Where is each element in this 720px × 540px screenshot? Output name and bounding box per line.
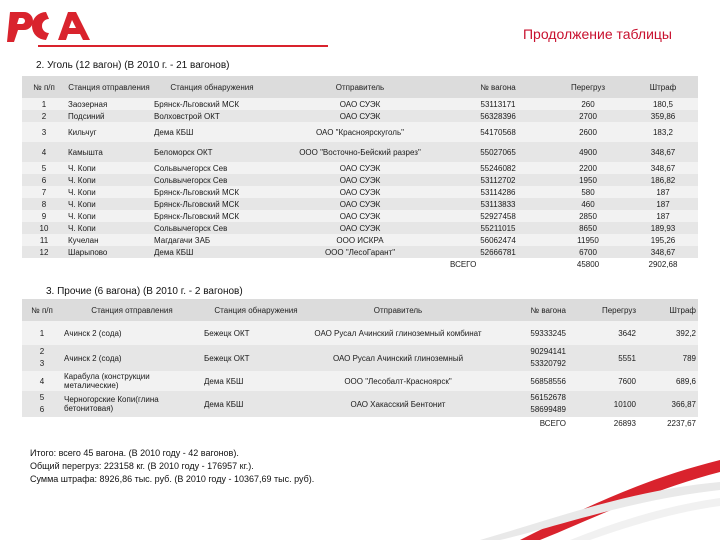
table-cell-sender: ОАО СУЭК bbox=[339, 223, 381, 233]
table-cell-detection: Беломорск ОКТ bbox=[154, 147, 213, 157]
table-cell-detection: Брянск-Льговский МСК bbox=[154, 99, 240, 109]
table-cell-departure: Ачинск 2 (сода) bbox=[64, 353, 122, 363]
table-cell-overload: 11950 bbox=[577, 235, 599, 245]
table-row bbox=[22, 371, 698, 391]
table-row bbox=[22, 142, 698, 162]
table-cell-overload: 580 bbox=[581, 187, 595, 197]
table-cell-overload: 4900 bbox=[579, 147, 597, 157]
table-cell-overload: 7600 bbox=[618, 376, 636, 386]
table-cell-overload: 2200 bbox=[579, 163, 597, 173]
table-cell-fine: 359,86 bbox=[650, 111, 676, 121]
table-header-row bbox=[22, 76, 698, 98]
table-cell-fine: 689,6 bbox=[675, 376, 696, 386]
table-cell-wagon: 55211015 bbox=[480, 223, 516, 233]
section3-title: 3. Прочие (6 вагона) (В 2010 г. - 2 вагонов) bbox=[46, 286, 243, 297]
table-row bbox=[22, 198, 698, 210]
table-cell-overload: 1950 bbox=[579, 175, 597, 185]
table-cell-departure: Ч. Копи bbox=[68, 199, 96, 209]
total-overload: 26893 bbox=[568, 417, 638, 429]
rzd-logo bbox=[6, 6, 102, 46]
total-label-spacer bbox=[22, 258, 448, 270]
table-cell-detection: Бежецк ОКТ bbox=[204, 328, 250, 338]
table-cell-overload: 2600 bbox=[579, 127, 597, 137]
table-cell-departure: Камышта bbox=[68, 147, 103, 157]
total-row bbox=[22, 258, 698, 270]
table-cell-overload: 2850 bbox=[579, 211, 597, 221]
col-header-overload: Перегруз bbox=[568, 299, 638, 321]
table-cell-fine: 180,5 bbox=[652, 99, 674, 109]
table-cell-wagon: 55246082 bbox=[480, 163, 516, 173]
table-cell-sender: ОАО СУЭК bbox=[339, 111, 381, 121]
total-label-spacer bbox=[22, 417, 486, 429]
table-cell-departure: Заозерная bbox=[68, 99, 108, 109]
table-cell-overload: 8650 bbox=[579, 223, 597, 233]
table-cell-num: 3 bbox=[41, 127, 47, 137]
col-header-fine: Штраф bbox=[638, 299, 698, 321]
table-row bbox=[22, 162, 698, 174]
table-cell-fine: 195,26 bbox=[650, 235, 676, 245]
table-cell-wagon: 90294141 53320792 bbox=[530, 347, 566, 368]
table-cell-sender: ООО "Восточно-Бейский разрез" bbox=[299, 147, 421, 157]
table-row bbox=[22, 234, 698, 246]
col-header-fine: Штраф bbox=[628, 76, 698, 98]
summary-total-overload: Общий перегруз: 223158 кг. (В 2010 году - 176957 кг.). bbox=[30, 461, 254, 471]
continuation-title: Продолжение таблицы bbox=[522, 26, 672, 42]
table-row bbox=[22, 186, 698, 198]
table-cell-fine: 789 bbox=[682, 353, 696, 363]
table-cell-fine: 348,67 bbox=[650, 163, 676, 173]
table-cell-wagon: 53113171 bbox=[480, 99, 516, 109]
col-header-detection: Станция обнаружения bbox=[152, 76, 272, 98]
table-cell-wagon: 54170568 bbox=[480, 127, 516, 137]
table-cell-num: 8 bbox=[41, 199, 47, 209]
table-row bbox=[22, 98, 698, 110]
col-header-detection: Станция обнаружения bbox=[202, 299, 310, 321]
table-cell-num: 7 bbox=[41, 187, 47, 197]
coal-table bbox=[22, 76, 698, 270]
table-cell-overload: 5551 bbox=[618, 353, 636, 363]
table-cell-detection: Магдагачи ЗАБ bbox=[154, 235, 211, 245]
table-cell-fine: 187 bbox=[656, 187, 670, 197]
table-row bbox=[22, 246, 698, 258]
table-cell-fine: 183,2 bbox=[652, 127, 674, 137]
table-cell-sender: ООО "ЛесоГарант" bbox=[324, 247, 396, 257]
table-cell-num: 4 bbox=[41, 147, 47, 157]
table-cell-departure: Ч. Копи bbox=[68, 175, 96, 185]
table-cell-sender: ОАО СУЭК bbox=[339, 211, 381, 221]
table-cell-wagon: 56858556 bbox=[530, 376, 566, 386]
table-cell-sender: ОАО СУЭК bbox=[339, 199, 381, 209]
table-row bbox=[22, 321, 698, 345]
table-cell-wagon: 56328396 bbox=[480, 111, 516, 121]
table-row bbox=[22, 122, 698, 142]
total-overload: 45800 bbox=[548, 258, 628, 270]
table-cell-overload: 460 bbox=[581, 199, 595, 209]
table-cell-departure: Ч. Копи bbox=[68, 223, 96, 233]
total-fine: 2237,67 bbox=[638, 417, 698, 429]
header-divider bbox=[38, 45, 328, 47]
table-cell-detection: Сольвычегорск Сев bbox=[154, 175, 228, 185]
summary-block bbox=[30, 447, 314, 486]
table-cell-sender: ООО "Лесобалт-Красноярск" bbox=[344, 376, 452, 386]
table-cell-detection: Сольвычегорск Сев bbox=[154, 163, 228, 173]
table-cell-wagon: 52927458 bbox=[480, 211, 516, 221]
table-cell-num: 6 bbox=[41, 175, 47, 185]
table-cell-overload: 260 bbox=[581, 99, 595, 109]
table-cell-wagon: 59333245 bbox=[530, 328, 566, 338]
other-table bbox=[22, 299, 698, 429]
table-cell-departure: Шарыпово bbox=[68, 247, 108, 257]
table-cell-overload: 3642 bbox=[618, 328, 636, 338]
col-header-wagon: № вагона bbox=[486, 299, 568, 321]
table-cell-num: 5 6 bbox=[39, 393, 45, 414]
total-fine: 2902,68 bbox=[628, 258, 698, 270]
table-cell-wagon: 53114286 bbox=[480, 187, 516, 197]
table-cell-departure: Подсиний bbox=[68, 111, 105, 121]
table-row bbox=[22, 174, 698, 186]
col-header-num: № п/п bbox=[22, 299, 62, 321]
table-row bbox=[22, 110, 698, 122]
table-cell-detection: Сольвычегорск Сев bbox=[154, 223, 228, 233]
table-cell-departure: Кучелан bbox=[68, 235, 99, 245]
table-cell-wagon: 55027065 bbox=[480, 147, 516, 157]
table-cell-num: 4 bbox=[39, 376, 45, 386]
table-cell-departure: Ч. Копи bbox=[68, 211, 96, 221]
table-cell-detection: Брянск-Льговский МСК bbox=[154, 211, 240, 221]
table-cell-departure: Ч. Копи bbox=[68, 163, 96, 173]
table-row bbox=[22, 210, 698, 222]
col-header-departure: Станция отправления bbox=[66, 76, 152, 98]
table-row bbox=[22, 391, 698, 417]
table-row bbox=[22, 345, 698, 371]
decorative-swoosh bbox=[460, 420, 720, 540]
table-cell-fine: 392,2 bbox=[675, 328, 696, 338]
total-label: ВСЕГО bbox=[448, 258, 548, 270]
table-cell-sender: ОАО СУЭК bbox=[339, 99, 381, 109]
table-cell-detection: Брянск-Льговский МСК bbox=[154, 187, 240, 197]
table-cell-overload: 6700 bbox=[579, 247, 597, 257]
table-header-row bbox=[22, 299, 698, 321]
table-cell-overload: 10100 bbox=[613, 399, 636, 409]
col-header-sender: Отправитель bbox=[310, 299, 486, 321]
table-cell-departure: Карабула (конструкции металические) bbox=[64, 372, 150, 390]
table-cell-num: 12 bbox=[39, 247, 49, 257]
table-cell-num: 2 3 bbox=[39, 347, 45, 368]
table-cell-num: 5 bbox=[41, 163, 47, 173]
table-cell-overload: 2700 bbox=[579, 111, 597, 121]
table-cell-num: 1 bbox=[39, 328, 45, 338]
table-cell-sender: ООО ИСКРА bbox=[336, 235, 384, 245]
col-header-wagon: № вагона bbox=[448, 76, 548, 98]
summary-total-fine: Сумма штрафа: 8926,86 тыс. руб. (В 2010 году - 10367,69 тыс. руб). bbox=[30, 474, 315, 484]
table-cell-sender: ОАО СУЭК bbox=[339, 187, 381, 197]
table-cell-fine: 189,93 bbox=[650, 223, 676, 233]
table-cell-detection: Дема КБШ bbox=[154, 127, 194, 137]
table-cell-fine: 348,67 bbox=[650, 247, 676, 257]
table-cell-wagon: 52666781 bbox=[480, 247, 516, 257]
table-cell-sender: ОАО Русал Ачинский глиноземный bbox=[332, 353, 464, 363]
table-cell-wagon: 53113833 bbox=[480, 199, 516, 209]
table-cell-detection: Дема КБШ bbox=[204, 376, 244, 386]
table-cell-sender: ОАО "Красноярскуголь" bbox=[316, 127, 404, 137]
table-cell-wagon: 56152678 58699489 bbox=[530, 393, 566, 414]
table-cell-sender: ОАО Хакасский Бентонит bbox=[350, 399, 446, 409]
table-cell-departure: Кильчуг bbox=[68, 127, 97, 137]
table-cell-wagon: 53112702 bbox=[480, 175, 516, 185]
col-header-sender: Отправитель bbox=[272, 76, 448, 98]
table-cell-num: 1 bbox=[41, 99, 47, 109]
table-cell-fine: 186,82 bbox=[650, 175, 676, 185]
total-label: ВСЕГО bbox=[486, 417, 568, 429]
table-cell-fine: 348,67 bbox=[650, 147, 676, 157]
table-cell-detection: Брянск-Льговский МСК bbox=[154, 199, 240, 209]
table-cell-detection: Дема КБШ bbox=[154, 247, 194, 257]
table-cell-wagon: 56062474 bbox=[480, 235, 516, 245]
table-cell-sender: ОАО Русал Ачинский глиноземный комбинат bbox=[314, 328, 482, 338]
table-cell-departure: Ч. Копи bbox=[68, 187, 96, 197]
section2-title: 2. Уголь (12 вагон) (В 2010 г. - 21 вагонов) bbox=[36, 60, 230, 71]
col-header-departure: Станция отправления bbox=[62, 299, 202, 321]
table-cell-detection: Волховстрой ОКТ bbox=[154, 111, 220, 121]
table-cell-fine: 187 bbox=[656, 211, 670, 221]
table-cell-sender: ОАО СУЭК bbox=[339, 175, 381, 185]
table-cell-num: 9 bbox=[41, 211, 47, 221]
table-cell-detection: Дема КБШ bbox=[204, 399, 244, 409]
table-cell-num: 11 bbox=[39, 235, 49, 245]
summary-total-wagons: Итого: всего 45 вагона. (В 2010 году - 42 вагонов). bbox=[30, 448, 239, 458]
table-cell-fine: 187 bbox=[656, 199, 670, 209]
col-header-overload: Перегруз bbox=[548, 76, 628, 98]
table-cell-detection: Бежецк ОКТ bbox=[204, 353, 250, 363]
table-cell-sender: ОАО СУЭК bbox=[339, 163, 381, 173]
col-header-num: № п/п bbox=[22, 76, 66, 98]
table-row bbox=[22, 222, 698, 234]
table-cell-num: 10 bbox=[39, 223, 49, 233]
table-cell-fine: 366,87 bbox=[671, 399, 696, 409]
table-cell-departure: Ачинск 2 (сода) bbox=[64, 328, 122, 338]
table-cell-num: 2 bbox=[41, 111, 47, 121]
table-cell-departure: Черногорские Копи(глина бетонитовая) bbox=[64, 395, 159, 413]
